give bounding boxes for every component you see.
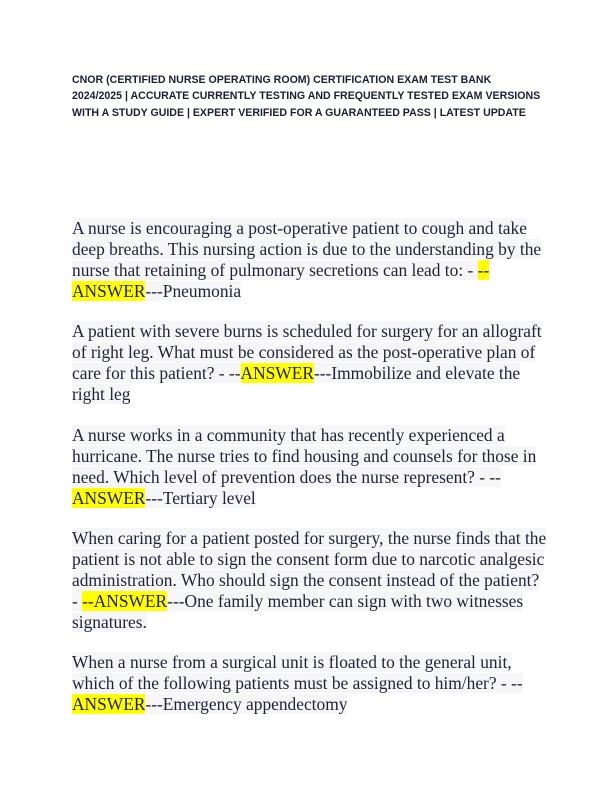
question-text: A nurse is encouraging a post-operative patient to cough and take deep breaths. This nursing action is due to the understanding by the nurse that retaining of pulmonary secretions can lead to: - [72,218,542,280]
qa-item-4 [72,528,547,633]
answer-text: ---Emergency appendectomy [145,694,348,714]
question-text: When caring for a patient posted for surgery, the nurse finds that the patient is not able to sign the consent form due to narcotic analgesic administration. Who should sign the consent instead of the patient? - [72,528,547,611]
answer-text: ---Pneumonia [145,281,242,301]
answer-text: ---Tertiary level [145,488,256,508]
document-title: CNOR (CERTIFIED NURSE OPERATING ROOM) CERTIFICATION EXAM TEST BANK 2024/2025 | ACCURATE CURRENTLY TESTING AND FREQUENTLY TESTED EXAM VERSIONS WITH A STUDY GUIDE | EXPERT VERIFIED FOR A GUARANTEED PASS | LATEST UPDATE [72,74,541,119]
qa-item-5 [72,652,547,715]
answer-text: ---Immobilize and elevate the right leg [72,363,521,404]
answer-text: ---One family member can sign with two witnesses signatures. [72,591,524,632]
answer-marker: --ANSWER [72,260,490,301]
qa-item-2 [72,321,547,405]
answer-marker: ANSWER [72,694,146,714]
question-text: When a nurse from a surgical unit is floated to the general unit, which of the following patients must be assigned to him/her? - -- [72,652,523,693]
qa-item-1 [72,218,547,302]
qa-item-3 [72,425,547,509]
question-text: A nurse works in a community that has recently experienced a hurricane. The nurse tries to find housing and counsels for those in need. Which level of prevention does the nurse represent? - -- [72,425,537,487]
answer-marker: --ANSWER [82,591,168,611]
answer-marker: ANSWER [240,363,314,383]
answer-marker: ANSWER [72,488,146,508]
question-text: A patient with severe burns is scheduled for surgery for an allograft of right leg. What must be considered as the post-operative plan of care for this patient? - -- [72,321,542,383]
